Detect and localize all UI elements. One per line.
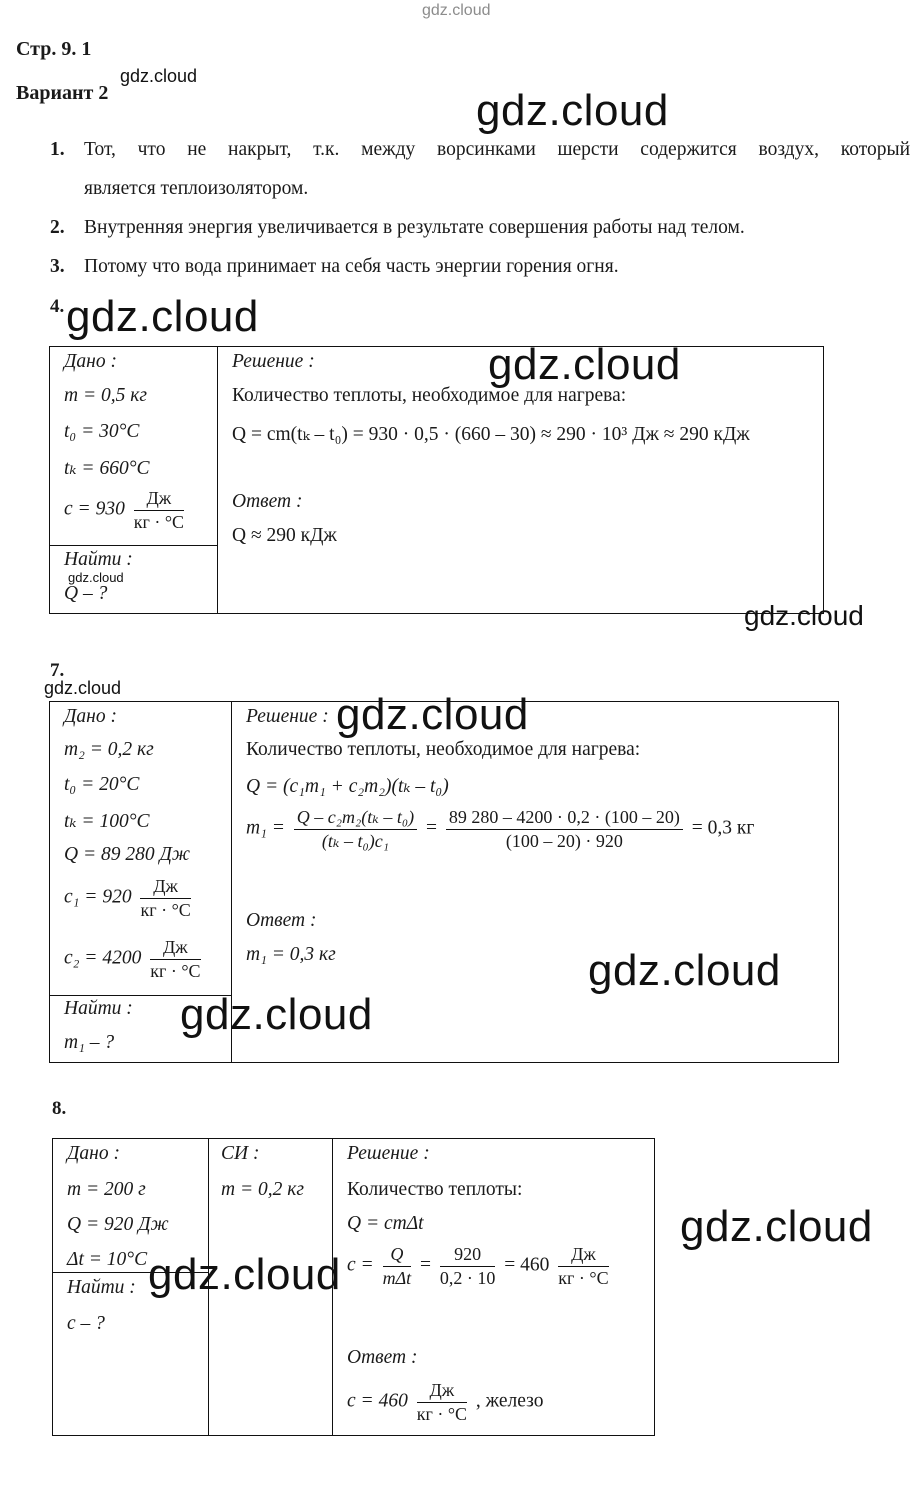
solution-label: Решение : [347,1143,430,1164]
si-label: СИ : [221,1143,260,1164]
given-value: t₀ = 20°C [64,774,140,795]
watermark-large: gdz.cloud [488,340,681,389]
task4-solution-table [49,346,824,614]
watermark-small: gdz.cloud [68,570,124,585]
task-number: 8. [52,1098,67,1119]
solution-formula-fraction: c = $\frac{Q}{\text{mΔt}}$ = $\frac{920}{0,2 \cdot 10}$ = 460 $\frac{Дж}{кг \cdot ^\circ C}$ [347,1244,609,1288]
watermark-small: gdz.cloud [44,678,122,698]
answer-text: является теплоизолятором. [84,178,309,199]
find-value: c – ? [67,1313,105,1334]
answer-value: Q ≈ 290 кДж [232,525,337,546]
watermark-medium: gdz.cloud [744,600,864,631]
given-value: m = 200 г [67,1179,146,1200]
given-specific-heat: c₁ = 920 $\frac{Дж}{кг \cdot ^\circ C}$ [64,876,191,920]
solution-text: Количество теплоты, необходимое для нагрева: [232,385,627,406]
given-value: m = 0,5 кг [64,385,147,406]
watermark-large: gdz.cloud [148,1250,341,1299]
task-number: 4. [50,296,65,317]
find-label: Найти : [64,998,133,1019]
watermark-large: gdz.cloud [180,990,373,1039]
watermark-large: gdz.cloud [336,690,529,739]
solution-text: Количество теплоты: [347,1179,523,1200]
answer-value: c = 460 $\frac{Дж}{кг \cdot ^\circ C}$ , железо [347,1380,544,1424]
given-label: Дано : [67,1143,120,1164]
question-item: 2. Внутренняя энергия увеличивается в результате совершения работы над телом. [50,208,910,247]
find-value: m₁ – ? [64,1032,115,1053]
page-reference: Стр. 9. 1 [16,38,92,60]
watermark-large: gdz.cloud [680,1202,873,1251]
unit-fraction: $\frac{Дж}{кг \cdot ^\circ C}$ [150,937,201,981]
answer-text: Потому что вода принимает на себя часть энергии горения огня. [84,256,619,277]
solution-formula-fraction: m₁ = $\frac{\text{Q – c₂m₂(tₖ – t₀)}}{\text{(tₖ – t₀)c₁}}$ = $\frac{89 280 - 4200 \cdot 0,2 \cdot (100 - 20)}{(100 - 20) \cdot 920}$ = 0,3 кг [246,807,755,851]
task8-solution-table [52,1138,655,1436]
watermark-large: gdz.cloud [66,292,259,341]
answer-value: m₁ = 0,3 кг [246,944,336,965]
solution-formula: Q = cm(tₖ – t₀) = 930 · 0,5 · (660 – 30) ≈ 290 · 10³ Дж ≈ 290 кДж [232,424,750,445]
watermark-small: gdz.cloud [120,66,198,86]
solution-formula: Q = cmΔt [347,1213,424,1234]
question-list [50,130,910,286]
given-label: Дано : [64,706,117,727]
find-value: Q – ? [64,583,108,604]
watermark-large: gdz.cloud [588,946,781,995]
given-specific-heat: c = 930 $\frac{Дж}{кг \cdot ^\circ C}$ [64,488,185,532]
unit-fraction: $\frac{Дж}{кг \cdot ^\circ C}$ [416,1380,468,1424]
given-specific-heat: c₂ = 4200 $\frac{Дж}{кг \cdot ^\circ C}$ [64,937,201,981]
question-item: 1. Тот, что не накрыт, т.к. между ворсинками шерсти содержится воздух, который является теплоизолятором. [50,130,910,208]
given-value: tₖ = 100°C [64,811,150,832]
given-value: tₖ = 660°C [64,458,150,479]
unit-fraction: $\frac{Дж}{кг \cdot ^\circ C}$ [133,488,185,532]
watermark-large: gdz.cloud [476,86,669,135]
question-item: 3. Потому что вода принимает на себя часть энергии горения огня. [50,247,910,286]
variant-title: Вариант 2 [16,82,109,104]
given-label: Дано : [64,351,117,372]
answer-label: Ответ : [347,1347,418,1368]
answer-label: Ответ : [246,910,317,931]
answer-label: Ответ : [232,491,303,512]
unit-fraction: $\frac{Дж}{кг \cdot ^\circ C}$ [140,876,191,920]
answer-text: Тот, что не накрыт, т.к. между ворсинками шерсти содержится воздух, который [84,139,910,160]
given-value: Δt = 10°C [67,1249,148,1270]
answer-text: Внутренняя энергия увеличивается в результате совершения работы над телом. [84,217,745,238]
given-value: Q = 89 280 Дж [64,844,191,865]
si-value: m = 0,2 кг [221,1179,304,1200]
given-value: t₀ = 30°C [64,421,140,442]
task7-solution-table [49,701,839,1063]
solution-formula: Q = (c₁m₁ + c₂m₂)(tₖ – t₀) [246,776,449,797]
solution-label: Решение : [246,706,329,727]
given-value: Q = 920 Дж [67,1214,169,1235]
solution-label: Решение : [232,351,315,372]
unit-fraction: $\frac{Дж}{кг \cdot ^\circ C}$ [558,1244,609,1288]
watermark-top: gdz.cloud [422,2,491,19]
solution-text: Количество теплоты, необходимое для нагрева: [246,739,641,760]
find-label: Найти : [67,1277,136,1298]
find-label: Найти : [64,549,133,570]
task-number: 7. [50,660,65,681]
given-value: m₂ = 0,2 кг [64,739,154,760]
